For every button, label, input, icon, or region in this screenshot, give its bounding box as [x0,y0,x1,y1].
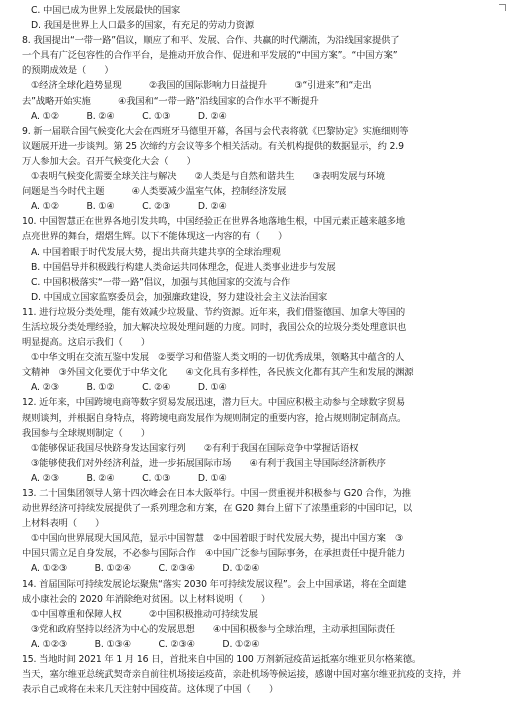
text-line: 8. 我国提出“一带一路”倡议，顺应了和平、发展、合作、共赢的时代潮流，为沿线国家提供了 [22,35,400,47]
text-line: ①表明气候变化需要全球关注与解决 ②人类是与自然和谐共生 ③表明发展与环境 [31,171,385,183]
text-line: ①能够保证我国尽快跻身发达国家行列 ②有利于我国在国际竞争中掌握话语权 [31,442,359,454]
text-line: 明显提高。这启示我们（ ） [22,337,151,349]
text-line: D. 我国是世界上人口最多的国家，有充足的劳动力资源 [31,20,254,32]
text-line: 15. 当地时间 2021 年 1 月 16 日，首批来自中国的 100 万剂新冠疫苗运抵塞尔维亚贝尔格莱德。 [22,654,422,666]
text-line: 议题展开进一步谈判。第 25 次缔约方会议等多个相关活动。有关机构提供的数据显示，约 2.9 [22,140,404,152]
text-line: 动世界经济可持续发展提供了一系列理念和方案，在 G20 舞台上留下了浓墨重彩的中国印记，以 [22,503,413,515]
text-line: ①中国向世界展现大国风范，显示中国智慧 ②中国着眼于时代发展大势，提出中国方案 ③ [31,533,404,545]
text-line: C. 中国已成为世界上发展最快的国家 [31,5,181,16]
text-line: D. 中国成立国家监察委员会，加强廉政建设，努力建设社会主义法治国家 [31,291,328,303]
text-line: A. ①②③ B. ①③④ C. ②③④ D. ①②④ [31,638,260,650]
text-line: 的预期成效是（ ） [22,65,114,77]
text-line: 上材料表明（ ） [22,518,105,530]
text-line: 当天，塞尔维亚总统武契奇亲自前往机场接运疫苗，亲赴机场等候运接，感谢中国对塞尔维亚抗疫的支持，并 [22,669,462,681]
text-line: A. ①② B. ①④ C. ②③ D. ②④ [31,201,227,213]
text-line: 9. 新一届联合国气候变化大会在西班牙马德里开幕，各国与会代表将就《巴黎协定》实施细则等 [22,125,409,137]
text-line: A. ①②③ B. ①②④ C. ②③④ D. ①②④ [31,563,260,575]
question-text [22,3,500,697]
crop-mark [499,4,506,11]
text-line: ①中华文明在交流互鉴中发展 ②要学习和借鉴人类文明的一切优秀成果，领略其中蕴含的人 [31,352,405,364]
text-line: 文精神 ③外国文化要优于中华文化 ④文化具有多样性，各民族文化都有其产生和发展的渊源 [22,367,414,379]
text-line: 成小康社会的 2020 年消除绝对贫困。以上材料说明（ ） [22,593,271,605]
text-line: B. 中国倡导并积极践行构建人类命运共同体理念，促进人类事业进步与发展 [31,261,336,273]
text-line: A. ②③ B. ②④ C. ①③ D. ①④ [31,472,227,484]
text-line: 万人参加大会。召开气候变化大会（ ） [22,155,196,167]
text-line: A. 中国着眼于时代发展大势，提出共商共建共享的全球治理观 [31,246,281,258]
text-line: A. ②③ B. ①② C. ②④ D. ①④ [31,382,227,394]
text-line: 10. 中国智慧正在世界各地引发共鸣，中国经验正在世界各地落地生根，中国元素正越来越多地 [22,216,406,228]
text-line: ①经济全球化趋势显现 ②我国的国际影响力日益提升 ③“引进来”和“走出 [31,80,372,92]
text-line: 去”战略开始实施 ④我国和“一带一路”沿线国家的合作水平不断提升 [22,95,319,107]
text-line: 点亮世界的舞台，熠熠生辉。以下不能体现这一内容的有（ ） [22,231,288,243]
text-line: 一个具有广泛包容性的合作平台，是推动开放合作、促进和平发展的“中国方案”。“中国方案” [22,50,398,62]
text-line: ①中国尊重和保障人权 ②中国积极推动可持续发展 [31,608,258,620]
text-line: 13. 二十国集团领导人第十四次峰会在日本大阪举行。中国一贯重视并积极参与 G20 合作，为推 [22,488,411,499]
text-line: 14. 首届国际可持续发展论坛聚焦“落实 2030 年可持续发展议程”。会上中国承诺，将在全面建 [22,578,407,590]
text-line: 生活垃圾分类处理经验，加大解决垃圾处理问题的力度。同时，我国公众的垃圾分类处理意识也 [22,321,407,333]
text-line: A. ①② B. ②④ C. ①③ D. ②④ [31,110,227,122]
text-line: 11. 进行垃圾分类处理，能有效减少垃圾量、节约资源。近年来，我们借鉴德国、加拿大等国的 [22,306,406,318]
text-line: 中国只需立足自身发展，不必参与国际合作 ④中国广泛参与国际事务，在承担责任中提升能力 [22,548,406,560]
text-line: 12. 近年来，中国跨境电商等数字贸易发展迅速，潜力巨大。中国应积极主动参与全球数字贸易 [22,397,406,409]
text-line: C. 中国积极落实“一带一路”倡议，加强与其他国家的交流与合作 [31,276,291,288]
text-line: ③党和政府坚持以经济为中心的发展思想 ④中国积极参与全球治理，主动承担国际责任 [31,623,395,635]
text-line: 我国参与全球规则制定（ ） [22,427,151,439]
text-line: 表示自己或将在未来几天注射中国疫苗。这体现了中国（ ） [22,684,279,696]
text-line: 问题是当今时代主题 ④人类要减少温室气体，控制经济发展 [22,186,287,198]
text-line: 规则谈判，并根据自身特点，将跨境电商发展作为规则制定的重要内容，抢占规则制定制高点。 [22,412,407,424]
text-line: ③能够使我们对外经济利益，进一步拓展国际市场 ④有利于我国主导国际经济新秩序 [31,457,386,469]
